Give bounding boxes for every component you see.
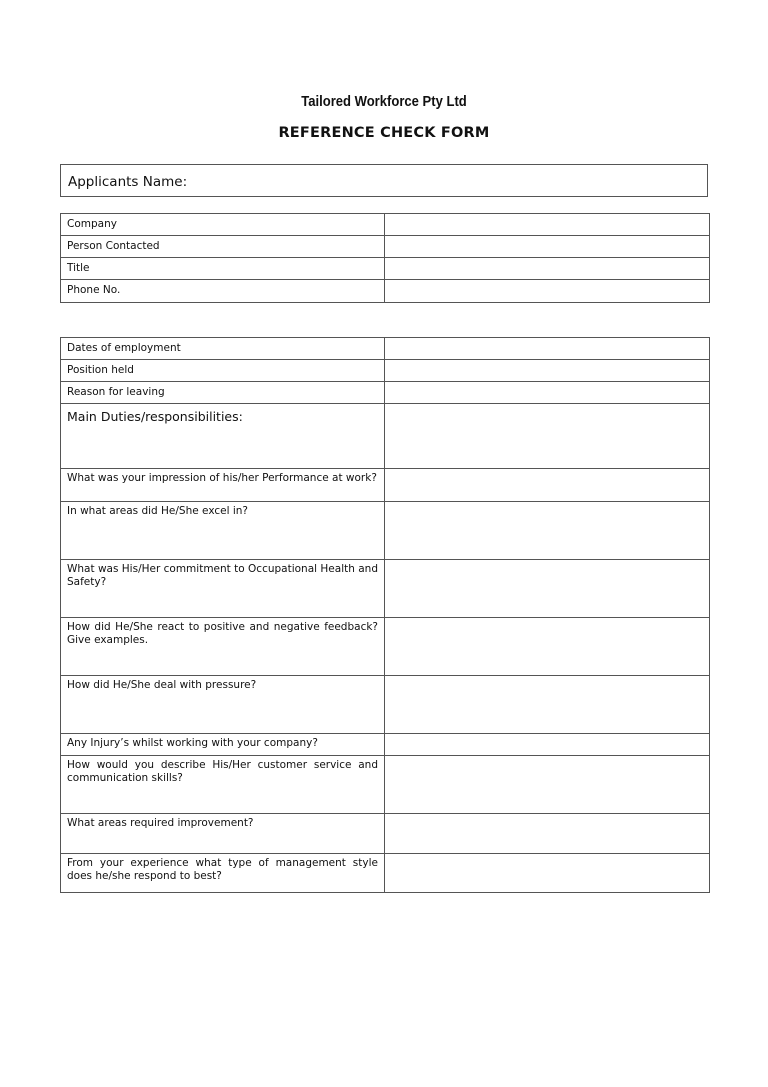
improvement-input[interactable]: [385, 814, 710, 854]
reason-input[interactable]: [385, 382, 710, 404]
row-label-position: Position held: [61, 360, 385, 382]
row-label-title: Title: [61, 258, 385, 280]
title-input[interactable]: [385, 258, 710, 280]
row-label-phone: Phone No.: [61, 280, 385, 303]
row-label-duties: Main Duties/responsibilities:: [61, 404, 385, 469]
table-row: [61, 756, 710, 814]
company-input[interactable]: [385, 214, 710, 236]
table-row: [61, 676, 710, 734]
row-label-management-style: From your experience what type of management style does he/she respond to best?: [61, 854, 385, 893]
table-row: [61, 618, 710, 676]
form-title: REFERENCE CHECK FORM: [278, 125, 490, 141]
row-label-pressure: How did He/She deal with pressure?: [61, 676, 385, 734]
table-row: [61, 338, 710, 360]
table-row: [61, 734, 710, 756]
table-row: [61, 814, 710, 854]
ohs-input[interactable]: [385, 560, 710, 618]
row-label-excel: In what areas did He/She excel in?: [61, 502, 385, 560]
table-row: [61, 382, 710, 404]
employment-table: [60, 337, 710, 893]
row-label-person-contacted: Person Contacted: [61, 236, 385, 258]
table-row: [61, 214, 710, 236]
table-row: [61, 236, 710, 258]
row-label-improvement: What areas required improvement?: [61, 814, 385, 854]
table-row: [61, 560, 710, 618]
table-row: [61, 502, 710, 560]
table-row: [61, 404, 710, 469]
row-label-ohs: What was His/Her commitment to Occupational Health and Safety?: [61, 560, 385, 618]
row-label-company: Company: [61, 214, 385, 236]
applicant-name-field[interactable]: [60, 164, 708, 197]
injury-input[interactable]: [385, 734, 710, 756]
applicant-name-label: Applicants Name:: [68, 174, 188, 190]
table-row: [61, 360, 710, 382]
phone-input[interactable]: [385, 280, 710, 303]
row-label-customer-service: How would you describe His/Her customer service and communication skills?: [61, 756, 385, 814]
duties-input[interactable]: [385, 404, 710, 469]
table-row: [61, 280, 710, 303]
row-label-injury: Any Injury’s whilst working with your company?: [61, 734, 385, 756]
performance-input[interactable]: [385, 469, 710, 502]
contact-table: [60, 213, 710, 303]
row-label-feedback: How did He/She react to positive and negative feedback? Give examples.: [61, 618, 385, 676]
position-input[interactable]: [385, 360, 710, 382]
table-row: [61, 854, 710, 893]
row-label-dates: Dates of employment: [61, 338, 385, 360]
person-contacted-input[interactable]: [385, 236, 710, 258]
pressure-input[interactable]: [385, 676, 710, 734]
dates-input[interactable]: [385, 338, 710, 360]
row-label-performance: What was your impression of his/her Performance at work?: [61, 469, 385, 502]
table-row: [61, 469, 710, 502]
company-name: Tailored Workforce Pty Ltd: [301, 94, 467, 110]
customer-service-input[interactable]: [385, 756, 710, 814]
row-label-reason: Reason for leaving: [61, 382, 385, 404]
excel-input[interactable]: [385, 502, 710, 560]
table-row: [61, 258, 710, 280]
management-style-input[interactable]: [385, 854, 710, 893]
feedback-input[interactable]: [385, 618, 710, 676]
